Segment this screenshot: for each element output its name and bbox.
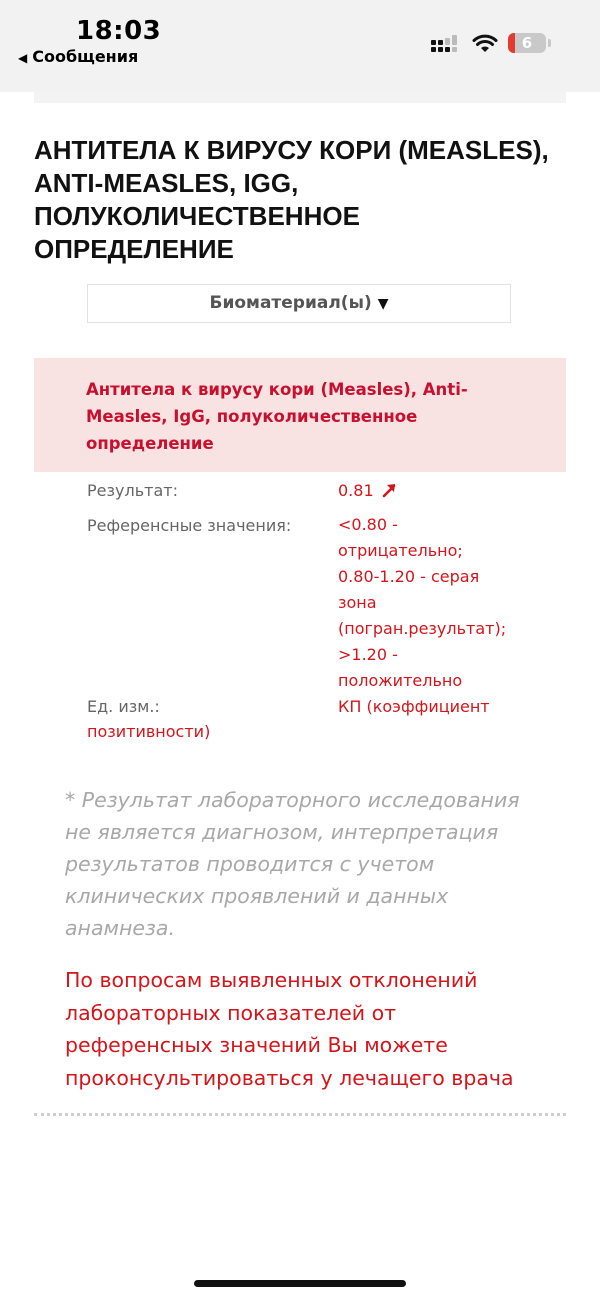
battery-icon — [508, 33, 546, 53]
reference-line: <0.80 - — [338, 515, 398, 534]
test-header — [34, 358, 566, 472]
consult-note: По вопросам выявленных отклонений лабораторных показателей от референсных значений Вы можете проконсультироваться у лечащего врача — [65, 968, 514, 1090]
dotted-divider — [34, 1113, 566, 1116]
reference-line: отрицательно; — [338, 541, 463, 560]
reference-line: (погран.результат); — [338, 619, 507, 638]
battery-cap — [548, 39, 551, 47]
cellular-signal-icon — [430, 34, 462, 54]
reference-label: Референсные значения: — [87, 516, 292, 535]
result-value-row — [338, 478, 397, 504]
battery-level: 6 — [521, 34, 533, 52]
disclaimer-note: * Результат лабораторного исследования не является диагнозом, интерпретация результатов проводится с учетом клинических проявлений и данных анамнеза. — [65, 788, 520, 940]
reference-line: зона — [338, 593, 377, 612]
result-value: 0.81 — [338, 481, 374, 500]
result-label: Результат: — [87, 481, 178, 500]
status-time: 18:03 — [76, 16, 162, 46]
back-to-app-link[interactable] — [18, 47, 138, 66]
unit-value-continued: позитивности) — [87, 722, 211, 741]
reference-line: положительно — [338, 671, 463, 690]
wifi-icon — [472, 33, 498, 53]
top-strip — [34, 92, 566, 103]
reference-line: >1.20 - — [338, 645, 398, 664]
unit-label: Ед. изм.: — [87, 697, 160, 716]
home-indicator[interactable] — [194, 1280, 406, 1287]
biomaterial-label: Биоматериал(ы) — [209, 293, 372, 313]
biomaterial-toggle-button[interactable] — [87, 284, 511, 323]
status-bar — [0, 0, 600, 92]
back-app-label: Сообщения — [32, 47, 139, 66]
triangle-down-icon: ▼ — [377, 296, 389, 312]
arrow-up-right-icon — [381, 482, 397, 498]
page-title: АНТИТЕЛА К ВИРУСУ КОРИ (MEASLES), ANTI-MEASLES, IGG, ПОЛУКОЛИЧЕСТВЕННОЕ ОПРЕДЕЛЕНИЕ — [34, 135, 549, 264]
test-name: Антитела к вирусу кори (Measles), Anti-Measles, IgG, полуколичественное определение — [86, 380, 468, 453]
unit-value: КП (коэффициент — [338, 697, 490, 716]
reference-values — [338, 512, 506, 694]
reference-line: 0.80-1.20 - серая — [338, 567, 480, 586]
back-triangle-icon: ◀ — [18, 51, 28, 65]
